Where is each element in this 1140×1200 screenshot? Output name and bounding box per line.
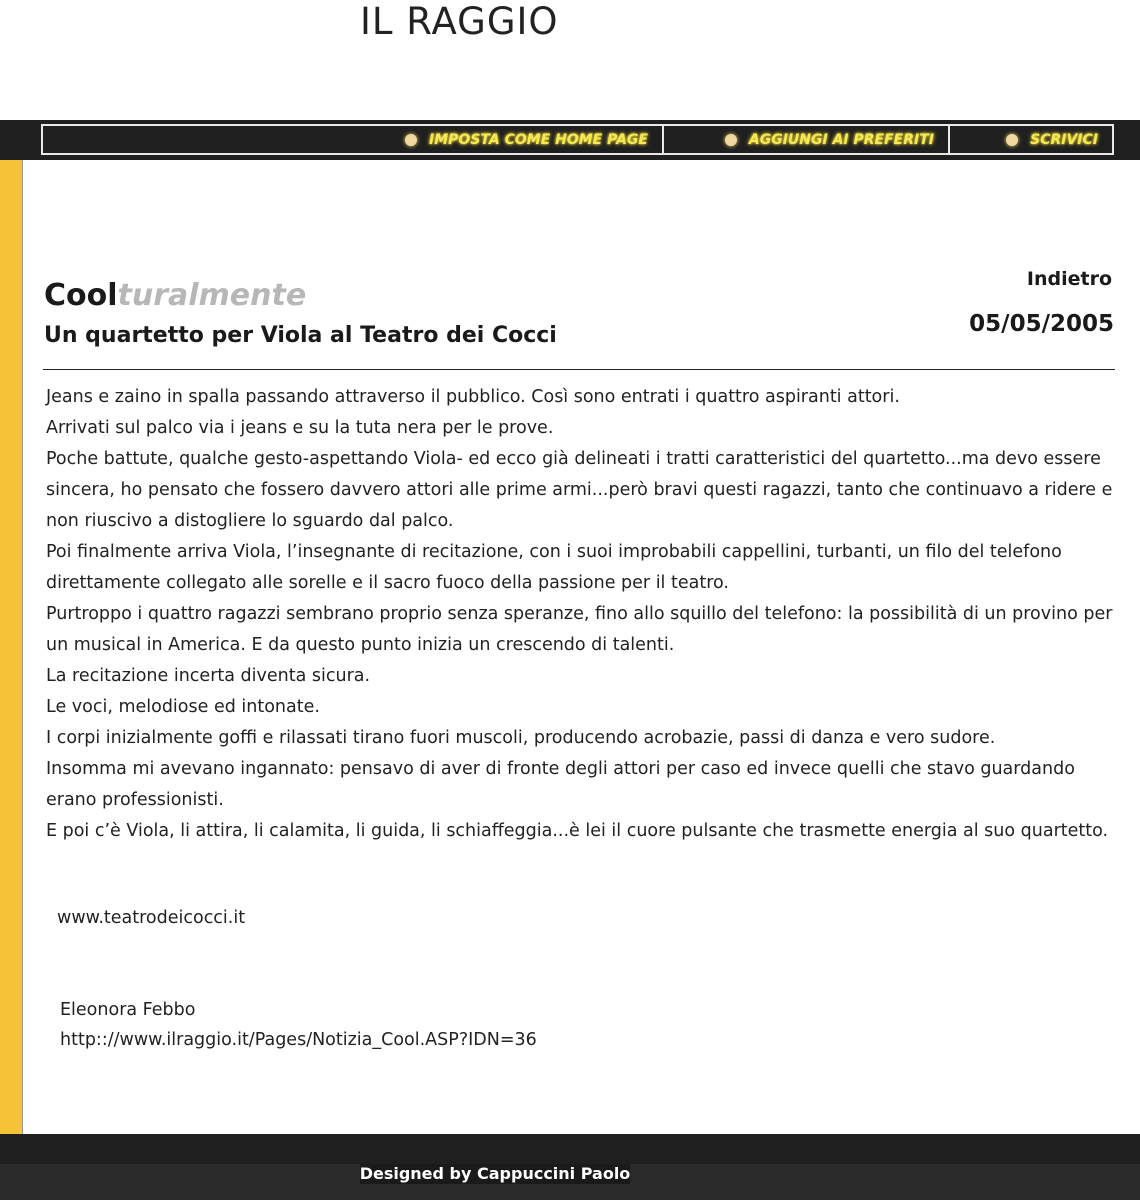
article-date: 05/05/2005 xyxy=(969,311,1114,337)
article-paragraph: Arrivati sul palco via i jeans e su la tuta nera per le prove. xyxy=(46,418,554,438)
footer-credit: Designed by Cappuccini Paolo xyxy=(359,1164,631,1183)
nav-add-favorites-label: AGGIUNGI AI PREFERITI xyxy=(748,131,934,148)
site-title: IL RAGGIO xyxy=(360,0,559,43)
nav-write-us-label: SCRIVICI xyxy=(1030,131,1098,148)
article-paragraph: E poi c’è Viola, li attira, li calamita, li guida, li schiaffeggia...è lei il cuore pulsante che trasmette energia al suo quartetto. xyxy=(46,821,1109,841)
top-nav xyxy=(41,124,1114,155)
page-url[interactable]: http:://www.ilraggio.it/Pages/Notizia_Cool.ASP?IDN=36 xyxy=(60,1030,537,1050)
footer xyxy=(0,1164,1140,1200)
bottom-bar xyxy=(0,1134,1140,1164)
source-link[interactable]: www.teatrodeicocci.it xyxy=(57,908,246,928)
section-heading-part2: turalmente xyxy=(117,278,307,313)
article-title: Un quartetto per Viola al Teatro dei Cocci xyxy=(44,323,557,348)
article-paragraph: I corpi inizialmente goffi e rilassati tirano fuori muscoli, producendo acrobazie, passi di danza e vero sudore. xyxy=(46,728,996,748)
article-paragraph: Le voci, melodiose ed intonate. xyxy=(46,697,320,717)
author-name: Eleonora Febbo xyxy=(60,1000,196,1020)
article-paragraph: Poi finalmente arriva Viola, l’insegnante di recitazione, con i suoi improbabili cappellini, turbanti, un filo del telefono direttamente collegato alle sorelle e il sacro fuoco della passione per il teatro. xyxy=(46,542,1062,593)
nav-add-favorites[interactable] xyxy=(664,126,950,153)
back-link[interactable]: Indietro xyxy=(1026,268,1112,290)
bullet-icon xyxy=(725,134,737,146)
article-paragraph: Insomma mi avevano ingannato: pensavo di aver di fronte degli attori per caso ed invece quelli che stavo guardando erano professionisti. xyxy=(46,759,1075,810)
nav-write-us[interactable] xyxy=(950,126,1112,153)
left-accent-divider xyxy=(22,160,23,1167)
section-heading-part1: Cool xyxy=(44,278,118,313)
title-divider xyxy=(43,369,1115,370)
bullet-icon xyxy=(405,134,417,146)
left-accent-bar xyxy=(0,160,22,1167)
article-body xyxy=(46,382,1121,847)
section-heading xyxy=(44,278,306,313)
article-paragraph: La recitazione incerta diventa sicura. xyxy=(46,666,371,686)
bullet-icon xyxy=(1006,134,1018,146)
article-paragraph: Purtroppo i quattro ragazzi sembrano proprio senza speranze, fino allo squillo del telefono: la possibilità di un provino per un musical in America. E da questo punto inizia un crescendo di talenti. xyxy=(46,604,1113,655)
nav-set-homepage-label: IMPOSTA COME HOME PAGE xyxy=(429,131,648,148)
article-paragraph: Poche battute, qualche gesto-aspettando Viola- ed ecco già delineati i tratti caratteristici del quartetto...ma devo essere sincera, ho pensato che fossero davvero attori alle prime armi...però bravi questi ragazzi, tanto che continuavo a ridere e non riuscivo a distogliere lo sguardo dal palco. xyxy=(46,449,1113,531)
nav-set-homepage[interactable] xyxy=(43,126,664,153)
article-paragraph: Jeans e zaino in spalla passando attraverso il pubblico. Così sono entrati i quattro aspiranti attori. xyxy=(46,387,900,407)
